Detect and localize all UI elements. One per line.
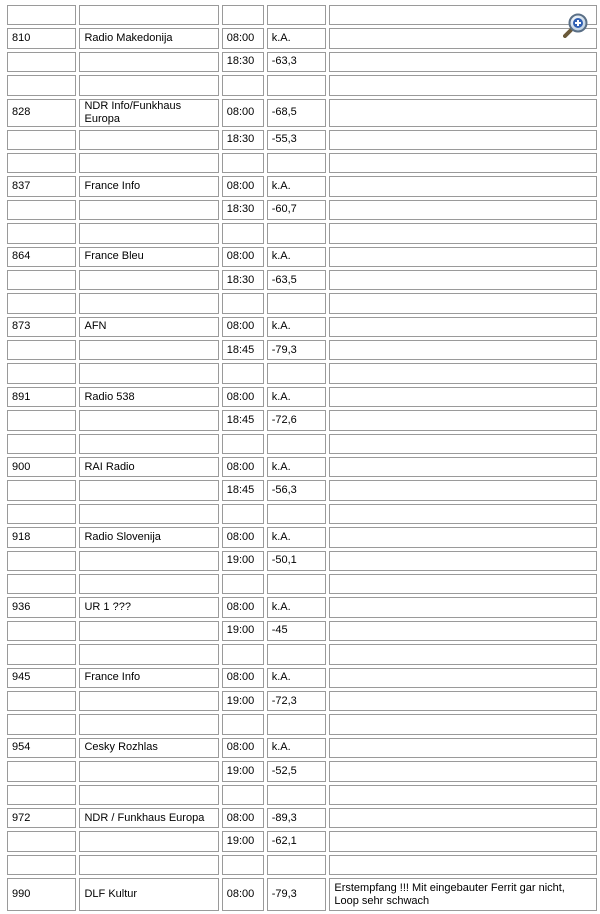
level-cell: -63,3: [267, 52, 327, 72]
note-cell: [329, 130, 597, 150]
note-cell: [329, 387, 597, 407]
time-cell: 08:00: [222, 527, 264, 547]
level-cell: [267, 363, 327, 383]
level-cell: -79,3: [267, 340, 327, 360]
station-cell: [79, 714, 218, 734]
frequency-cell: [7, 831, 76, 851]
level-cell: [267, 153, 327, 173]
frequency-cell: [7, 223, 76, 243]
note-cell: [329, 597, 597, 617]
station-cell: Radio Slovenija: [79, 527, 218, 547]
station-cell: [79, 434, 218, 454]
station-cell: [79, 5, 218, 25]
station-cell: [79, 574, 218, 594]
station-cell: Cesky Rozhlas: [79, 738, 218, 758]
note-cell: [329, 247, 597, 267]
level-cell: -72,3: [267, 691, 327, 711]
time-cell: 08:00: [222, 317, 264, 337]
time-cell: [222, 363, 264, 383]
frequency-cell: [7, 200, 76, 220]
note-cell: [329, 714, 597, 734]
time-cell: [222, 785, 264, 805]
table-row: [7, 293, 597, 313]
station-cell: [79, 270, 218, 290]
level-cell: k.A.: [267, 317, 327, 337]
level-cell: -45: [267, 621, 327, 641]
frequency-cell: [7, 153, 76, 173]
frequency-cell: [7, 551, 76, 571]
table-row: [7, 176, 597, 196]
station-cell: UR 1 ???: [79, 597, 218, 617]
level-cell: [267, 785, 327, 805]
station-cell: Radio 538: [79, 387, 218, 407]
station-cell: [79, 223, 218, 243]
level-cell: -50,1: [267, 551, 327, 571]
station-cell: [79, 761, 218, 781]
time-cell: 18:45: [222, 340, 264, 360]
level-cell: [267, 223, 327, 243]
station-cell: NDR / Funkhaus Europa: [79, 808, 218, 828]
note-cell: [329, 52, 597, 72]
note-cell: [329, 153, 597, 173]
note-cell: [329, 621, 597, 641]
note-cell: [329, 75, 597, 95]
level-cell: [267, 434, 327, 454]
level-cell: -68,5: [267, 99, 327, 127]
frequency-cell: [7, 691, 76, 711]
note-cell: [329, 691, 597, 711]
table-row: [7, 75, 597, 95]
level-cell: -56,3: [267, 480, 327, 500]
table-row: [7, 457, 597, 477]
station-cell: [79, 363, 218, 383]
table-row: [7, 855, 597, 875]
time-cell: 19:00: [222, 761, 264, 781]
time-cell: [222, 75, 264, 95]
note-cell: [329, 293, 597, 313]
time-cell: 08:00: [222, 597, 264, 617]
time-cell: 19:00: [222, 551, 264, 571]
station-cell: [79, 200, 218, 220]
note-cell: [329, 855, 597, 875]
level-cell: k.A.: [267, 247, 327, 267]
station-cell: [79, 785, 218, 805]
table-row: [7, 200, 597, 220]
table-row: [7, 28, 597, 48]
table-row: [7, 691, 597, 711]
time-cell: [222, 5, 264, 25]
table-row: [7, 410, 597, 430]
table-row: [7, 597, 597, 617]
frequency-cell: [7, 855, 76, 875]
table-row: [7, 480, 597, 500]
frequency-cell: [7, 480, 76, 500]
station-cell: [79, 831, 218, 851]
frequency-cell: [7, 52, 76, 72]
time-cell: 08:00: [222, 247, 264, 267]
frequency-cell: [7, 434, 76, 454]
frequency-cell: 810: [7, 28, 76, 48]
table-row: [7, 714, 597, 734]
note-cell: [329, 363, 597, 383]
time-cell: [222, 153, 264, 173]
table-row: [7, 831, 597, 851]
station-cell: France Info: [79, 176, 218, 196]
table-row: [7, 668, 597, 688]
station-cell: [79, 504, 218, 524]
table-row: [7, 99, 597, 127]
frequency-cell: [7, 363, 76, 383]
table-row: [7, 551, 597, 571]
table-row: [7, 527, 597, 547]
time-cell: 08:00: [222, 738, 264, 758]
frequency-cell: [7, 761, 76, 781]
level-cell: k.A.: [267, 387, 327, 407]
reception-log-table: [4, 2, 600, 914]
note-cell: [329, 410, 597, 430]
table-row: [7, 270, 597, 290]
frequency-cell: 873: [7, 317, 76, 337]
level-cell: k.A.: [267, 457, 327, 477]
time-cell: 18:45: [222, 410, 264, 430]
station-cell: [79, 621, 218, 641]
station-cell: [79, 75, 218, 95]
note-cell: [329, 831, 597, 851]
note-cell: [329, 457, 597, 477]
zoom-in-icon[interactable]: [563, 12, 589, 38]
table-row: [7, 5, 597, 25]
note-cell: [329, 504, 597, 524]
table-row: [7, 621, 597, 641]
station-cell: [79, 551, 218, 571]
station-cell: [79, 410, 218, 430]
frequency-cell: 891: [7, 387, 76, 407]
note-cell: [329, 5, 597, 25]
station-cell: AFN: [79, 317, 218, 337]
time-cell: 08:00: [222, 457, 264, 477]
level-cell: k.A.: [267, 527, 327, 547]
table-row: [7, 387, 597, 407]
table-row: [7, 363, 597, 383]
level-cell: k.A.: [267, 28, 327, 48]
level-cell: [267, 574, 327, 594]
frequency-cell: 864: [7, 247, 76, 267]
frequency-cell: 900: [7, 457, 76, 477]
level-cell: -52,5: [267, 761, 327, 781]
station-cell: [79, 691, 218, 711]
note-cell: [329, 434, 597, 454]
time-cell: [222, 293, 264, 313]
frequency-cell: [7, 130, 76, 150]
note-cell: Erstempfang !!! Mit eingebauter Ferrit gar nicht, Loop sehr schwach: [329, 878, 597, 911]
time-cell: 18:30: [222, 200, 264, 220]
station-cell: [79, 480, 218, 500]
level-cell: -55,3: [267, 130, 327, 150]
frequency-cell: [7, 644, 76, 664]
station-cell: DLF Kultur: [79, 878, 218, 911]
frequency-cell: 837: [7, 176, 76, 196]
station-cell: [79, 130, 218, 150]
level-cell: k.A.: [267, 668, 327, 688]
time-cell: 19:00: [222, 831, 264, 851]
frequency-cell: [7, 293, 76, 313]
level-cell: [267, 644, 327, 664]
frequency-cell: [7, 621, 76, 641]
table-row: [7, 434, 597, 454]
table-row: [7, 247, 597, 267]
frequency-cell: [7, 340, 76, 360]
time-cell: 18:30: [222, 270, 264, 290]
note-cell: [329, 176, 597, 196]
frequency-cell: [7, 714, 76, 734]
level-cell: k.A.: [267, 176, 327, 196]
station-cell: [79, 52, 218, 72]
level-cell: -72,6: [267, 410, 327, 430]
time-cell: [222, 434, 264, 454]
note-cell: [329, 785, 597, 805]
frequency-cell: 972: [7, 808, 76, 828]
table-row: [7, 130, 597, 150]
table-row: [7, 504, 597, 524]
level-cell: [267, 714, 327, 734]
level-cell: [267, 75, 327, 95]
time-cell: 18:45: [222, 480, 264, 500]
time-cell: [222, 574, 264, 594]
frequency-cell: [7, 270, 76, 290]
time-cell: [222, 714, 264, 734]
frequency-cell: [7, 504, 76, 524]
level-cell: k.A.: [267, 597, 327, 617]
frequency-cell: 990: [7, 878, 76, 911]
frequency-cell: 918: [7, 527, 76, 547]
station-cell: France Info: [79, 668, 218, 688]
note-cell: [329, 551, 597, 571]
frequency-cell: [7, 75, 76, 95]
time-cell: 19:00: [222, 691, 264, 711]
note-cell: [329, 223, 597, 243]
station-cell: [79, 153, 218, 173]
frequency-cell: [7, 5, 76, 25]
level-cell: -60,7: [267, 200, 327, 220]
note-cell: [329, 270, 597, 290]
level-cell: [267, 293, 327, 313]
station-cell: France Bleu: [79, 247, 218, 267]
table-row: [7, 644, 597, 664]
table-row: [7, 761, 597, 781]
table-row: [7, 153, 597, 173]
frequency-cell: 936: [7, 597, 76, 617]
level-cell: -89,3: [267, 808, 327, 828]
frequency-cell: 828: [7, 99, 76, 127]
level-cell: -62,1: [267, 831, 327, 851]
note-cell: [329, 668, 597, 688]
time-cell: [222, 504, 264, 524]
station-cell: [79, 855, 218, 875]
time-cell: 08:00: [222, 176, 264, 196]
frequency-cell: [7, 574, 76, 594]
time-cell: 08:00: [222, 808, 264, 828]
note-cell: [329, 644, 597, 664]
time-cell: 19:00: [222, 621, 264, 641]
note-cell: [329, 340, 597, 360]
note-cell: [329, 28, 597, 48]
station-cell: [79, 644, 218, 664]
station-cell: [79, 293, 218, 313]
frequency-cell: [7, 410, 76, 430]
level-cell: -79,3: [267, 878, 327, 911]
level-cell: -63,5: [267, 270, 327, 290]
station-cell: NDR Info/Funkhaus Europa: [79, 99, 218, 127]
time-cell: 08:00: [222, 99, 264, 127]
level-cell: [267, 504, 327, 524]
note-cell: [329, 480, 597, 500]
frequency-cell: 954: [7, 738, 76, 758]
table-row: [7, 223, 597, 243]
note-cell: [329, 808, 597, 828]
time-cell: 08:00: [222, 668, 264, 688]
time-cell: [222, 223, 264, 243]
station-cell: RAI Radio: [79, 457, 218, 477]
table-row: [7, 574, 597, 594]
table-row: [7, 808, 597, 828]
level-cell: k.A.: [267, 738, 327, 758]
time-cell: [222, 855, 264, 875]
note-cell: [329, 527, 597, 547]
frequency-cell: 945: [7, 668, 76, 688]
station-cell: [79, 340, 218, 360]
table-row: [7, 785, 597, 805]
level-cell: [267, 855, 327, 875]
frequency-cell: [7, 785, 76, 805]
note-cell: [329, 317, 597, 337]
table-row: [7, 52, 597, 72]
time-cell: 08:00: [222, 28, 264, 48]
level-cell: [267, 5, 327, 25]
table-row: [7, 340, 597, 360]
time-cell: 18:30: [222, 52, 264, 72]
note-cell: [329, 738, 597, 758]
time-cell: 18:30: [222, 130, 264, 150]
table-row: [7, 317, 597, 337]
time-cell: [222, 644, 264, 664]
note-cell: [329, 99, 597, 127]
station-cell: Radio Makedonija: [79, 28, 218, 48]
table-row: [7, 738, 597, 758]
note-cell: [329, 574, 597, 594]
table-row: [7, 878, 597, 911]
time-cell: 08:00: [222, 878, 264, 911]
time-cell: 08:00: [222, 387, 264, 407]
note-cell: [329, 200, 597, 220]
note-cell: [329, 761, 597, 781]
